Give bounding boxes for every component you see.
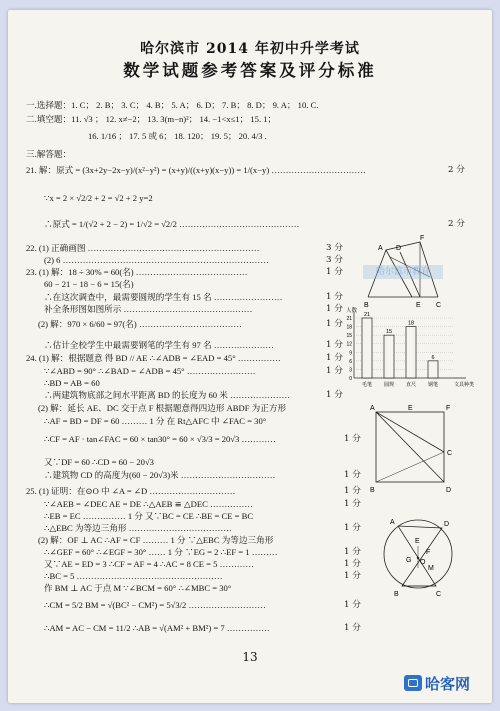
answer-line: 22. (1) 正确画图 …………………………………………………… bbox=[26, 243, 260, 253]
fig24-label-c: C bbox=[447, 450, 453, 457]
answer-line: ∵x = 2 × √2/2 + 2 = √2 + 2 y=2 bbox=[44, 193, 153, 203]
fig24-label-f: F bbox=[446, 405, 451, 412]
answer-line: ∴∠GEF = 60° ∴∠EGF = 30° …… 1 分 ∵EG = 2 ∴EF = 1 ……… bbox=[44, 547, 278, 557]
fig22-label-b: B bbox=[364, 302, 369, 309]
score-mark: 1 分 bbox=[344, 571, 361, 581]
score-mark: 2 分 bbox=[448, 165, 465, 175]
score-mark: 1 分 bbox=[344, 434, 361, 444]
category-label: 圆规 bbox=[383, 382, 395, 388]
fig25-label-g: G bbox=[406, 557, 412, 564]
answer-line: ∵∠AEB = ∠DEC AE = DE ∴△AEB ≌ △DEC …………… bbox=[44, 499, 253, 509]
answer-line: 又∵AE = ED = 3 ∴CF = AF = 4 ∴AC = 8 CE = 5 ………… bbox=[44, 559, 254, 569]
y-axis-label: 人数 bbox=[346, 308, 358, 314]
answer-line: 24. (1) 解：根据题意 得 BD // AE ∴∠ADB = ∠EAD = 45° …………… bbox=[26, 353, 281, 363]
figure-q25 bbox=[372, 506, 464, 600]
fig22-label-c: C bbox=[436, 302, 442, 309]
y-tick-label: 12 bbox=[346, 341, 352, 348]
answer-line: (2) 解：970 × 6/60 = 97(名) ……………………………… bbox=[38, 319, 242, 329]
fig25-label-f: F bbox=[426, 549, 431, 556]
bar-value-label: 21 bbox=[363, 312, 371, 318]
fig24-label-d: D bbox=[446, 487, 452, 494]
score-mark: 1 分 bbox=[344, 470, 361, 480]
answer-line: ∴AM = AC − CM = 11/2 ∴AB = √(AM² + BM²) = 7 …………… bbox=[44, 623, 270, 633]
fig25-label-d: D bbox=[444, 521, 450, 528]
page-number: 13 bbox=[242, 650, 258, 664]
score-mark: 1 分 bbox=[326, 319, 343, 329]
bar-chart bbox=[338, 306, 482, 394]
score-mark: 1 分 bbox=[344, 547, 361, 557]
answer-line: ∴估计全校学生中最需要钢笔的学生有 97 名 ………………… bbox=[44, 340, 274, 350]
y-tick-label: 3 bbox=[349, 367, 352, 374]
answer-line: (2) 解：OF ⊥ AC ∴AF = CF ……… 1 分 ∵△EBC 为等边三角形 bbox=[38, 535, 274, 545]
y-tick-label: 18 bbox=[346, 324, 352, 331]
score-mark: 1 分 bbox=[326, 390, 343, 400]
score-mark: 1 分 bbox=[344, 600, 361, 610]
score-mark: 1 分 bbox=[344, 623, 361, 633]
answer-line: 21. 解：原式 = (3x+2y−2x−y)/(x²−y²) = (x+y)/((x+y)(x−y)) = 1/(x−y) …………………………… bbox=[26, 165, 366, 175]
answer-line: 作 BM ⊥ AC 于点 M ∵∠BCM = 60° ∴∠MBC = 30° bbox=[44, 583, 232, 593]
y-tick-label: 0 bbox=[349, 376, 352, 382]
watermark: 哈尔滨市教育 bbox=[363, 265, 443, 279]
figure-q24 bbox=[364, 400, 456, 498]
category-label: 钢笔 bbox=[427, 382, 439, 388]
score-mark: 1 分 bbox=[344, 486, 361, 496]
answer-line: ∴BD = AB = 60 bbox=[44, 378, 100, 388]
bar bbox=[428, 361, 438, 378]
answer-line: 一.选择题：1. C； 2. B； 3. C； 4. B； 5. A； 6. D； 7. B； 8. D； 9. A； 10. C. bbox=[26, 100, 319, 110]
bar-value-label: 18 bbox=[407, 320, 415, 327]
y-tick-label: 9 bbox=[349, 350, 352, 357]
answer-line: (2) 6 ……………………………………………………………… bbox=[44, 255, 269, 265]
score-mark: 1 分 bbox=[344, 499, 361, 509]
answer-line: ∴EB = EC …………… 1 分 又∵BC = CE ∴BE = CE = BC bbox=[44, 511, 254, 521]
score-mark: 1 分 bbox=[326, 292, 343, 302]
answer-sheet bbox=[8, 10, 492, 703]
answer-line: 二.填空题：11. √3 ； 12. x≠−2； 13. 3(m−n)²； 14. −1<x≤1； 15. 1； bbox=[26, 114, 277, 124]
answer-line: 60 − 21 − 18 − 6 = 15(名) bbox=[44, 279, 134, 289]
exam-subtitle: 数学试题参考答案及评分标准 bbox=[123, 61, 377, 80]
category-label: 直尺 bbox=[405, 382, 417, 388]
answer-line: ∴BC = 5 …………………………………………… bbox=[44, 571, 223, 581]
fig25-label-m: M bbox=[428, 565, 434, 572]
fig22-label-a: A bbox=[378, 245, 383, 252]
exam-title: 哈尔滨市 2014 年初中升学考试 bbox=[140, 41, 360, 57]
answer-line: ∵∠ABD = 90° ∴∠BAD = ∠ADB = 45° …………………… bbox=[44, 366, 256, 376]
answer-line: (2) 解：延长 AE、DC 交于点 F 根据题意得四边形 ABDF 为正方形 bbox=[38, 403, 287, 413]
score-mark: 1 分 bbox=[326, 267, 343, 277]
answer-line: 三.解答题： bbox=[26, 149, 72, 159]
score-mark: 2 分 bbox=[448, 219, 465, 229]
answer-line: 补全条形图如图所示 ……………………………………… bbox=[44, 304, 253, 314]
y-tick-label: 6 bbox=[349, 358, 352, 365]
score-mark: 1 分 bbox=[326, 366, 343, 376]
answer-line: ∴建筑物 CD 的高度为(60 − 20√3)米 …………………………… bbox=[44, 470, 276, 480]
fig25-label-o: O bbox=[420, 559, 426, 566]
score-mark: 1 分 bbox=[326, 304, 343, 314]
fig22-label-e: E bbox=[416, 302, 421, 309]
answer-line: ∴原式 = 1/(√2 + 2 − 2) = 1/√2 = √2/2 …………………………………… bbox=[44, 219, 300, 229]
bar bbox=[384, 335, 394, 378]
score-mark: 1 分 bbox=[326, 340, 343, 350]
answer-line: ∴在这次调查中，最需要圆规的学生有 15 名 …………………… bbox=[44, 292, 283, 302]
score-mark: 1 分 bbox=[326, 353, 343, 363]
fig24-label-e: E bbox=[408, 405, 413, 412]
score-mark: 1 分 bbox=[344, 523, 361, 533]
fig25-label-e: E bbox=[415, 538, 420, 545]
fig24-label-a: A bbox=[370, 405, 375, 412]
category-label: 文具种类 bbox=[453, 382, 475, 388]
y-tick-label: 21 bbox=[346, 316, 352, 322]
answer-line: ∴△EBC 为等边三角形 ……………………………… bbox=[44, 523, 232, 533]
logo-icon bbox=[404, 675, 422, 691]
answer-line: 又∵DF = 60 ∴CD = 60 − 20√3 bbox=[44, 457, 154, 467]
answer-line: ∴CF = AF · tan∠FAC = 60 × tan30° = 60 × √3/3 = 20√3 ………… bbox=[44, 434, 276, 444]
bar-value-label: 15 bbox=[385, 329, 393, 336]
answer-line: 16. 1/16 ； 17. 5 或 6； 18. 120； 19. 5； 20. 4/3 . bbox=[88, 131, 267, 141]
score-mark: 3 分 bbox=[326, 243, 343, 253]
fig22-label-d: D bbox=[396, 245, 402, 252]
fig25-label-c: C bbox=[436, 591, 442, 598]
answer-line: 23. (1) 解：18 ÷ 30% = 60(名) ………………………………… bbox=[26, 267, 248, 277]
site-logo[interactable] bbox=[404, 672, 496, 694]
answer-line: ∴AF = BD = DF = 60 ……… 1 分 在 Rt△AFC 中 ∠FAC = 30° bbox=[44, 416, 267, 426]
bar bbox=[362, 318, 372, 378]
answer-line: ∴CM = 5/2 BM = √(BC² − CM²) = 5√3/2 ……………………… bbox=[44, 600, 266, 610]
bar bbox=[406, 327, 416, 378]
category-label: 毛笔 bbox=[361, 382, 373, 388]
fig25-label-b: B bbox=[394, 591, 399, 598]
fig25-label-a: A bbox=[390, 519, 395, 526]
fig24-label-b: B bbox=[370, 487, 375, 494]
bar-value-label: 6 bbox=[431, 354, 435, 361]
answer-line: ∴两建筑物底部之间水平距离 BD 的长度为 60 米 ………………… bbox=[44, 390, 291, 400]
score-mark: 1 分 bbox=[344, 559, 361, 569]
answer-line: 25. (1) 证明：在⊙O 中 ∠A = ∠D ………………………… bbox=[26, 486, 236, 496]
score-mark: 3 分 bbox=[326, 255, 343, 265]
y-tick-label: 15 bbox=[346, 333, 352, 340]
fig22-label-f: F bbox=[420, 235, 425, 242]
logo-text: 哈客网 bbox=[425, 674, 471, 693]
